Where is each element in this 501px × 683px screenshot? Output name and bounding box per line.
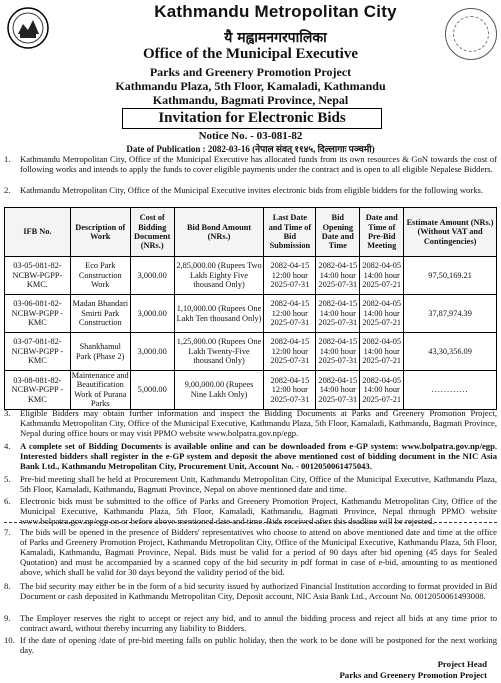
cell-last-date: 2082-04-15 12:00 hour 2025-07-31	[264, 257, 316, 295]
clause-number: 2.	[4, 185, 11, 195]
cell-prebid: 2082-04-05 14:00 hour 2025-07-21	[360, 371, 404, 410]
signatory-title: Project Head	[437, 659, 487, 669]
clause-7	[4, 527, 497, 577]
clause-5	[4, 474, 497, 494]
cell-bid-bond: 9,00,000.00 (Rupees Nine Lakh Only)	[174, 371, 264, 410]
cell-description: Shankhamul Park (Phase 2)	[70, 333, 130, 371]
nepal-bhasa-title: यै मह्वामनगरपालिका	[224, 30, 327, 46]
cell-description: Madan Bhandari Smirti Park Construction	[70, 295, 130, 333]
clause-4	[4, 441, 497, 471]
cell-opening: 2082-04-15 14:00 hour 2025-07-31	[316, 371, 360, 410]
publication-date: Date of Publication : 2082-03-16 (नेपाल संवत् ११४५, दिल्लागाः पञ्चमी)	[126, 144, 375, 154]
signatory-org: Parks and Greenery Promotion Project	[339, 670, 487, 680]
address-line-2: Kathmandu, Bagmati Province, Nepal	[152, 93, 349, 107]
clause-number: 6.	[4, 496, 11, 506]
header-opening: Bid Opening Date and Time	[316, 208, 360, 257]
clause-number: 7.	[4, 527, 11, 537]
cell-last-date: 2082-04-15 12:00 hour 2025-07-31	[264, 295, 316, 333]
clause-1	[4, 154, 497, 174]
clause-number: 3.	[4, 408, 11, 418]
address-line-1: Kathmandu Plaza, 5th Floor, Kamaladi, Kathmandu	[115, 79, 386, 93]
clause-text: If the date of opening /date of pre-bid meeting falls on public holiday, then the work to be done will be postponed for the next working day.	[20, 635, 497, 655]
cell-description: Maintenance and Beautification Work of Purana Parks	[71, 371, 129, 409]
header-ifb-no: IFB No.	[5, 208, 71, 257]
section-divider	[4, 522, 497, 523]
cell-ifb-no: 03-06-081-82-NCBW-PGPP -KMC	[5, 295, 71, 333]
clause-10	[4, 635, 497, 655]
kmc-logo-icon	[6, 6, 50, 50]
clause-number: 4.	[4, 441, 11, 451]
header-description: Description of Work	[70, 208, 130, 257]
cell-estimate: ............	[404, 371, 497, 410]
clause-number: 8.	[4, 581, 11, 591]
cell-doc-cost: 3,000.00	[130, 257, 174, 295]
cell-description: Eco Park Construction Work	[70, 257, 130, 295]
clause-number: 5.	[4, 474, 11, 484]
header-last-date: Last Date and Time of Bid Submission	[264, 208, 316, 257]
clause-text: Pre-bid meeting shall be held at Procurement Unit, Kathmandu Metropolitan City, Office of the Municipal Executive, Kathmandu Plaza, 5th Floor, Kamaladi, Kathmandu, Bagmati Province, Nepal on above mentioned date and time.	[20, 474, 497, 494]
cell-last-date: 2082-04-15 12:00 hour 2025-07-31	[264, 333, 316, 371]
table-row	[5, 257, 497, 295]
office-title: Office of the Municipal Executive	[143, 46, 358, 62]
clause-number: 1.	[4, 154, 11, 164]
cell-opening: 2082-04-15 14:00 hour 2025-07-31	[316, 295, 360, 333]
cell-prebid: 2082-04-05 14:00 hour 2025-07-21	[360, 257, 404, 295]
cell-bid-bond: 1,25,000.00 (Rupees One Lakh Twenty-Five thousand Only)	[174, 333, 264, 371]
cell-estimate: 37,87,974.39	[404, 295, 497, 333]
table-header-row	[5, 208, 497, 257]
cell-doc-cost: 3,000.00	[130, 333, 174, 371]
table-row	[5, 333, 497, 371]
cell-prebid: 2082-04-05 14:00 hour 2025-07-21	[360, 333, 404, 371]
notice-banner: Invitation for Electronic Bids	[122, 108, 382, 129]
clause-number: 10.	[4, 635, 15, 645]
table-row	[5, 371, 497, 410]
bids-table	[4, 207, 497, 410]
cell-opening: 2082-04-15 14:00 hour 2025-07-31	[316, 257, 360, 295]
clause-text: The bids will be opened in the presence of Bidders' representatives who choose to attend on above mentioned date and time at the office of Parks and Greenery Promotion Project, Kathmandu Metropolitan City, Office of the Municipal Executive, Kathmandu Plaza, 5th Floor, Kamaladi, Kathmandu, Bagmati Province, Nepal. Bids must be valid for a period of 90 days after bid opening (45 days for Sealed Quotation) and must be accompanied by a scanned copy of the bid security in pdf format in case of e-bid, amounting to as mentioned above, which shall be valid for 30 days beyond the validity period of the bid.	[20, 527, 497, 577]
cell-opening: 2082-04-15 14:00 hour 2025-07-31	[316, 333, 360, 371]
cell-doc-cost: 5,000.00	[130, 371, 174, 410]
header-bid-bond: Bid Bond Amount (NRs.)	[174, 208, 264, 257]
cell-bid-bond: 2,85,000.00 (Rupees Two Lakh Eighty Five thousand Only)	[174, 257, 264, 295]
clause-number: 9.	[4, 613, 11, 623]
cell-estimate: 43,30,356.09	[404, 333, 497, 371]
cell-ifb-no: 03-08-081-82-NCBW-PGPP -KMC	[5, 371, 71, 410]
clause-2	[4, 185, 497, 195]
header-estimate: Estimate Amount (NRs.) (Without VAT and Contingencies)	[404, 208, 497, 257]
cell-doc-cost: 3,000.00	[130, 295, 174, 333]
cell-ifb-no: 03-07-081-82-NCBW-PGPP -KMC	[5, 333, 71, 371]
clause-9	[4, 613, 497, 633]
clause-3	[4, 408, 497, 438]
header-prebid: Date and Time of Pre-Bid Meeting	[360, 208, 404, 257]
cell-prebid: 2082-04-05 14:00 hour 2025-07-21	[360, 295, 404, 333]
clause-text: The Employer reserves the right to accept or reject any bid, and to annul the bidding process and reject all bids at any time prior to contract award, without thereby incurring any liability to Bidders.	[20, 613, 497, 633]
clause-text: The bid security may either be in the form of a bid security issued by authorized Financial Institution according to format provided in Bid Document or cash deposited in Kathmandu Metropolitan City, Deposit account, NIC Asia Bank Ltd., Account No. 0012050061493008.	[20, 581, 497, 601]
cell-bid-bond: 1,10,000.00 (Rupees One Lakh Ten thousand Only)	[174, 295, 264, 333]
clause-8	[4, 581, 497, 601]
header-doc-cost: Cost of Bidding Document (NRs.)	[130, 208, 174, 257]
clause-text: Kathmandu Metropolitan City, Office of the Municipal Executive has allocated funds from its own resources & GoN towards the cost of following works and intends to apply the funds to cover eligible payments under the contract and is open to all eligible Nepalese Bidders.	[20, 154, 497, 174]
cell-estimate: 97,50,169.21	[404, 257, 497, 295]
cell-ifb-no: 03-05-081-82-NCBW-PGPP-KMC.	[5, 257, 71, 295]
clause-text: Kathmandu Metropolitan City, Office of the Municipal Executive invites electronic bids from eligible bidders for the following works.	[20, 185, 483, 195]
project-title: Parks and Greenery Promotion Project	[149, 65, 352, 79]
clause-text: A complete set of Bidding Documents is available online and can be downloaded from e-GP system: www.bolpatra.gov.np/egp. Interested bidders shall register in the e-GP system and deposit the above mentioned cost of bidding document in the NIC Asia Bank Ltd., Kathmandu Metropolitan City, Procurement Unit, Account No. - 0012050061475043.	[20, 441, 497, 471]
cell-last-date: 2082-04-15 12:00 hour 2025-07-31	[264, 371, 316, 410]
clause-text: Electronic bids must be submitted to the office of Parks and Greenery Promotion Project, Kathmandu Metropolitan City, Office of the Municipal Executive, Kathmandu Plaza, 5th Floor, Kamaladi, Kathmandu, Bagmati Province, Nepal through PPMO website www.bolpatra.gov.np/egp on or before above mentioned date and time. Bids received after this deadline will be rejected.	[20, 496, 497, 526]
clause-text: Eligible Bidders may obtain further information and inspect the Bidding Documents at Parks and Greenery Promotion Project, Kathmandu Metropolitan City, Office of the Municipal Executive, Kathmandu Plaza, 5th Floor, Kamaladi, Kathmandu, Bagmati Province, Nepal during office hours or may visit PPMO website www.bolpatra.gov.np/egp.	[20, 408, 497, 438]
table-row	[5, 295, 497, 333]
city-title: Kathmandu Metropolitan City	[154, 2, 397, 21]
notice-number: Notice No. - 03-081-82	[198, 130, 303, 142]
